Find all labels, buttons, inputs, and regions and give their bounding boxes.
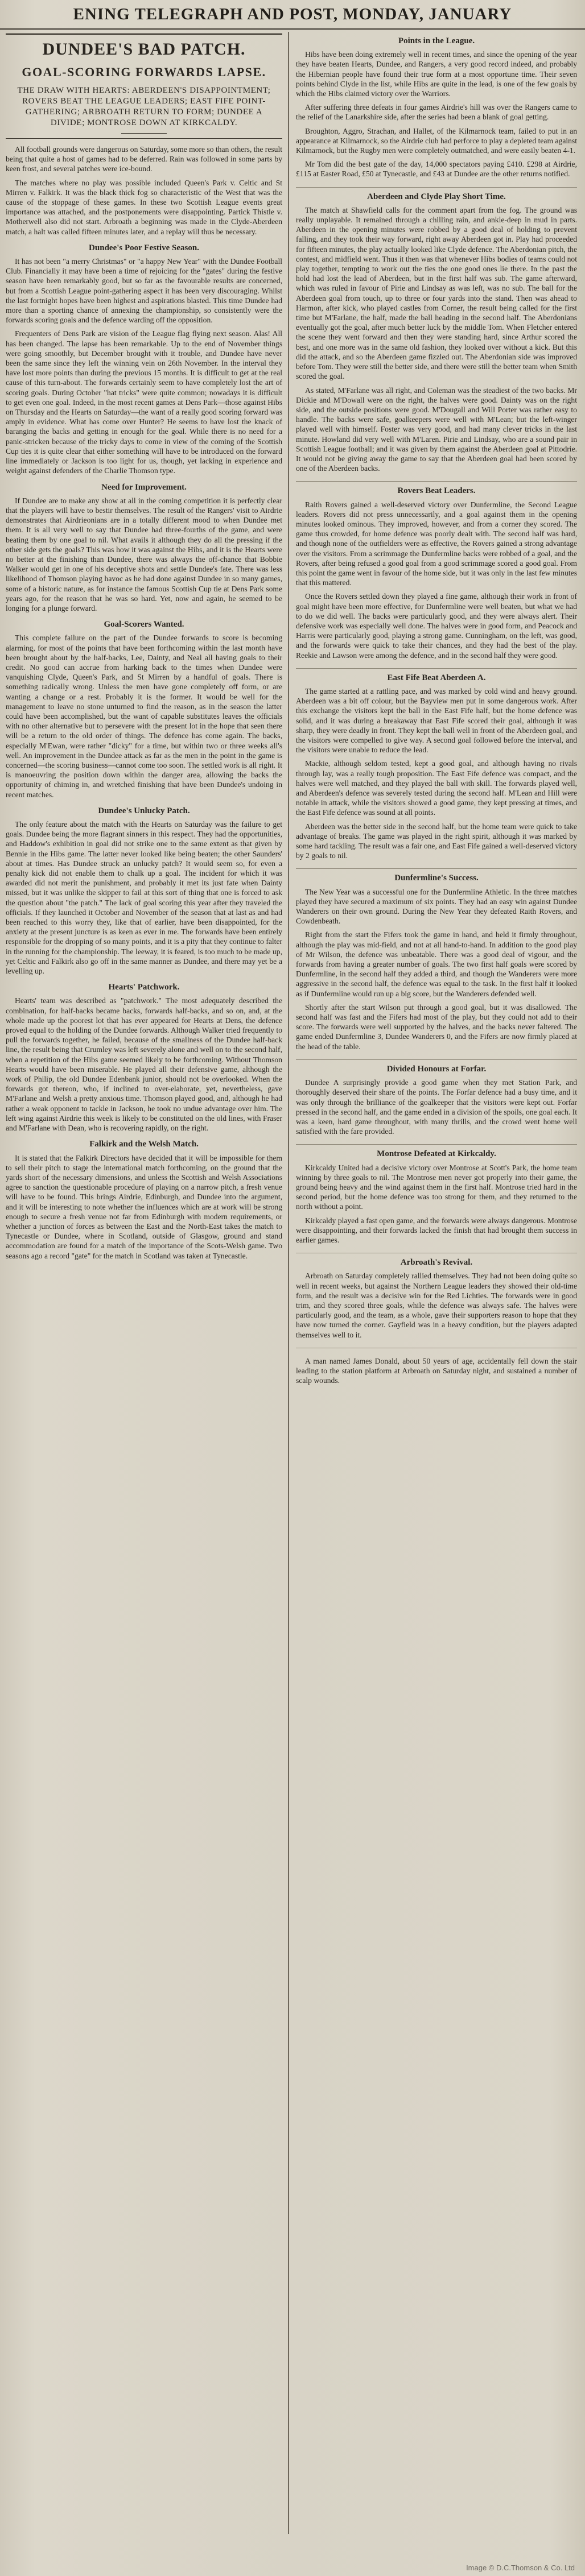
section-heading: Aberdeen and Clyde Play Short Time. bbox=[296, 187, 577, 202]
image-credit: Image © D.C.Thomson & Co. Ltd bbox=[466, 2563, 575, 2572]
article-paragraph: The only feature about the match with the Hearts on Saturday was the failure to get goals. Dundee being the more flagrant sinners in this respect. They had the opportunities, and Haddow's exhibition in goal did not strike one to the same extent as that given by Bennie in the Hibs game. The latter never looked like being beaten; the other Saunders' about at times. Has Dundee struck an unlucky patch? It would seem so, for even a penalty kick did not enable them to chalk up a goal. The incident for which it was awarded did not merit the punishment, and probably it met its just fate when Dainty missed, but it was unlike the skipper to fail at this sort of thing that one is forced to ask the question about "the patch." The lack of goal scoring this year after they traveled the officials. If they launched it October and November of the season that at last as and had been reached to this worry they, like that of earlier, have been disappointed, for the anxiety at the present juncture is as keen as ever in me. The forwards have been entirely responsible for the dropping of so many points, and it is a pity that they continue to falter in the running for the championship. The leeway, it is feared, is too much to be made up, yet Celtic and Falkirk also go off in the same manner as Dundee, and there may yet be a levelling up. bbox=[6, 820, 282, 976]
article-paragraph: Hearts' team was described as "patchwork." The most adequately described the combination, for half-backs became backs, forwards half-backs, and so on, and, at the whole made up the poorest lot that has ever appeared for Hearts at Dens, the defence proved equal to the holding of the Dundee forwards. Although Walker tried frequently to pull the forwards together, he failed, because of the smallness of the Dundee half-back line, the result being that Crumley was left severely alone and well on to the second half, when a repetition of the Hibs game seemed likely to be forthcoming. Without Thomson Hearts would have been miserable. He played all their defensive game, although the work of Philip, the old Dundee Edenbank junior, should not be overlooked. When the forwards got thereon, who, if inclined to over-elaborate, yet, nevertheless, gave M'Farlane and Welsh a pretty anxious time. Thomson played good, and, although he had rather a weak opponent to tackle in Jackson, he took no undue advantage over him. The left wing against Airdrie this week is likely to be constituted on the old lines, with Fraser and M'Farlane with Dean, who is recovering rapidly, on the right. bbox=[6, 996, 282, 1133]
article-paragraph: Mackie, although seldom tested, kept a good goal, and although having no rivals through lay, was a really tough proposition. The East Fife defence was compact, and the halves were well matched, and they played the ball with skill. The forwards played well, and Aberdeen's defence was severely tested during the second half. M'Lean and Hill were notable in attack, while the visitors showed a good game, they kept pressing at times, and the East Fife defence was sound at all points. bbox=[296, 759, 577, 817]
section-heading: Dundee's Unlucky Patch. bbox=[98, 806, 190, 815]
article-paragraph: Right from the start the Fifers took the game in hand, and held it firmly throughout, although the play was mid-field, and not at all hand-to-hand. In addition to the good play of Mr Wilson, the defence was unbeatable. There was a good deal of vigour, and the forwards from having a greater number of goals. The two first half goals were scored by Dunfermline, in the second half they added a third, and though the Wanderers were more aggressive in the second half, the defence was equal to the task. In the first half it looked as if Dunfermline would run up a big score, but the Wanderers defended well. bbox=[296, 930, 577, 998]
article-paragraph: The match at Shawfield calls for the comment apart from the fog. The ground was really unplayable. It remained through a chilling rain, and ankle-deep in mud in parts. Aberdeen in the opening minutes were robbed by a good deal of holding to prevent falling, and they took their way forward, right away Aberdeen got in. Play had proceeded for fifteen minutes, the play actually looked like Clyde defence. The Aberdonian pitch, the contest, and midfield went. Thus it then was that whenever Hibs bodies of teams could not play together, tempting to work out the ties the one good ones lie there. In the past the hold had lost the lead of Aberdeen, but in the first half was sub. The game afterward, which was ruled in favour of Pirie and Lindsay as was left, was no sub. The ball for the Aberdeen goal from touch, up to three or four yards into the stand. Then was ahead to Harmon, after kick, who played castles from Corner, the result being called for the first time but M'Farlane, the half, made the ball heading in the second half. The Aberdonians eventually got the goal, after much better luck by the middle Tom. When Fletcher entered the scene they went forward and then they were standing hard, since Arthur scored the best, and one more was in the same old fashion, they looked over without a kick. But this did the attack, and so the Aberdeen game fizzled out. The Aberdonian side was improved before Tom. They were still the better side, and there were still the better team when Smith scored the goal. bbox=[296, 205, 577, 381]
headline: DUNDEE'S BAD PATCH. bbox=[42, 40, 246, 59]
section-heading: Arbroath's Revival. bbox=[296, 1253, 577, 1268]
section-heading: East Fife Beat Aberdeen A. bbox=[296, 668, 577, 683]
article-paragraph: Shortly after the start Wilson put through a good goal, but it was disallowed. The second half was fast and the Fifers had most of the play, but they could not add to their score. The forwards were well supported by the halves, and the backs never faltered. The game ended Dunfermline 3, Dundee Wanderers 0, and the Fifers are now firmly placed at the head of the table. bbox=[296, 1003, 577, 1051]
headline-block bbox=[6, 33, 282, 139]
article-paragraph: The matches where no play was possible included Queen's Park v. Celtic and St Mirren v. Falkirk. It was the black thick fog so characteristic of the West that was the cause of the stoppage of these games. In these two Scottish League events great importance was attached, and the postponements were disappointing. Partick Thistle v. Motherwell also did not start. Arbroath a beginning was made in the Clyde-Aberdeen match, a halt was called fifteen minutes later, and a replay will thus be necessary. bbox=[6, 178, 282, 236]
article-paragraph: The game started at a rattling pace, and was marked by cold wind and heavy ground. Aberdeen was a bit off colour, but the Bayview men put in some dangerous work. After this exchange the visitors kept the ball in the East Fife half, but the home defence was solid, and it was during a breakaway that East Fife scored their goal, although it was sharp, they were deadly in front. They kept the ball well in front of the Aberdeen goal, and the visitors were compelled to give way. A second goal followed before the interval, and the visitors were unable to reduce the lead. bbox=[296, 686, 577, 755]
article-paragraph: Broughton, Aggro, Strachan, and Hallet, of the Kilmarnock team, failed to put in an appearance at Kilmarnock, so the Airdrie club had perforce to play a depleted team against Kilmarnock, but the Rugby men were completely outmatched, and were easily beaten 4-1. bbox=[296, 126, 577, 155]
article-paragraph: All football grounds were dangerous on Saturday, some more so than others, the result being that quite a host of games had to be deferred. Rain was followed in some parts by keen frost, and several patches were ice-bound. bbox=[6, 145, 282, 173]
article-paragraph: Dundee A surprisingly provide a good game when they met Station Park, and thoroughly deserved their share of the points. The Forfar defence had a busy time, and it was only through the brilliance of the goalkeeper that the visitors were kept out. Forfar pressed in the second half, and the game ended in a division of the spoils, one goal each. It was a keen, hard game throughout, with many thrills, and the crowd went home well satisfied with the fare provided. bbox=[296, 1078, 577, 1136]
deck-rule bbox=[121, 133, 167, 134]
article-paragraph: Once the Rovers settled down they played a fine game, although their work in front of goal might have been more effective, for Dunfermline were well beaten, but what we had to do we did well. The backs were particularly good, and they were always alert. Their defensive work was especially well done. The halves were in good form, and Peacock and Harris were particularly good, playing a strong game. Cunningham, on the left, was good, and the forwards were quick to take their chances, and they had the best of the play. Reekie and Lawson were among the defence, and in the second half they were good. bbox=[296, 592, 577, 660]
article-paragraph: Aberdeen was the better side in the second half, but the home team were quick to take advantage of breaks. The game was played in the right spirit, although it was marked by some hard tackling. The result was a fair one, and East Fife gained a well-deserved victory by 2 goals to nil. bbox=[296, 822, 577, 860]
article-paragraph: It is stated that the Falkirk Directors have decided that it will be impossible for them to sell their pitch to stage the international match forthcoming, on the ground that the yards short of the necessary dimensions, and unless the Scottish and Welsh Associations agree to sanction the questionable procedure of playing on a narrow pitch, a fresh venue will have to be found. This brings Airdrie, Edinburgh, and Dundee into the argument, and it will be interesting to note whether the influences which are at work will be strong enough to secure a fresh venue not far from Edinburgh with modern requirements, or whether a junction of forces as between the East and the North-East takes the match to Tynecastle or Dundee, where in Scotland, outside of Glasgow, ground and stand accommodation are found for a match of the importance of the Scots-Welsh game. Two seasons ago a record "gate" for the match in Scotland was taken at Tynecastle. bbox=[6, 1153, 282, 1260]
section-heading: Falkirk and the Welsh Match. bbox=[89, 1140, 199, 1149]
left-column bbox=[6, 33, 282, 2546]
article-paragraph: Frequenters of Dens Park are vision of the League flag flying next season. Alas! All has been changed. The lapse has been remarkable. Up to the end of November things were going smoothly, but December brought with it trouble, and Dundee have never been the same since they left the winning vein on 26th November. In the interval they have lost more points than during the previous 15 months. It is difficult to get at the real cause of this turn-about. The forwards certainly seem to have completely lost the art of scoring goals. During October "hat tricks" were quite common; nowadays it is difficult to get even one goal. Indeed, in the most recent games at Dens Park—those against Hibs on Thursday and the Hearts on Saturday—the want of a really good scoring forward was amply in evidence. What has come over Hunter? He seems to have lost the knack of baranging the backs and getting in enough for the goal. While there is no need for a panic-stricken because of the tricky days to come in view of the coming of the Scottish Cup ties it is quite clear that either something will have to be introduced on the forward line immediately or Jackson is too light for us, though, yet lacking in experience and weight against defenders of the Charlie Thomson type. bbox=[6, 329, 282, 475]
section-heading: Points in the League. bbox=[398, 36, 475, 45]
article-paragraph: Kirkcaldy United had a decisive victory over Montrose at Scott's Park, the home team winning by three goals to nil. The Montrose men never got properly into their game, the ground being heavy and the wind against them in the first half. Montrose tried hard in the second period, but the home defence was too strong for them, and they returned to the north without a point. bbox=[296, 1163, 577, 1211]
closing-paragraph: A man named James Donald, about 50 years of age, accidentally fell down the stair leading to the station platform at Arbroath on Saturday night, and sustained a number of scalp wounds. bbox=[296, 1356, 577, 1385]
section-heading: Hearts' Patchwork. bbox=[108, 983, 180, 992]
section-heading: Rovers Beat Leaders. bbox=[296, 481, 577, 496]
right-column bbox=[296, 33, 577, 2546]
article-paragraph: It has not been "a merry Christmas" or "a happy New Year" with the Dundee Football Club. Financially it may have been a time of rejoicing for the "gates" during the festive season have been remarkably good, but so far as the favourable results are concerned, but from a Scottish League point-gathering aspect it has been very discouraging. Whilst the last fortnight hopes have been highest and aspirations blasted. This time Dundee had more than a sporting chance of annexing the championship, so consistently were the forwards scoring goals and the defence warding off the opposition. bbox=[6, 257, 282, 325]
masthead bbox=[0, 0, 585, 30]
subheadline: GOAL-SCORING FORWARDS LAPSE. bbox=[22, 65, 266, 79]
article-paragraph: This complete failure on the part of the Dundee forwards to score is becoming alarming, for most of the points that have been forthcoming within the last month have been brought about by the half-backs, Lee, Dainty, and Neal all having goals to their credit. No good can accrue from harking back to the times when Dundee were vanquishing Clyde, Queen's Park, and St Mirren by a handful of goals. There is something radically wrong. Unless the men have gone completely off form, or are wanting a change or a rest. Probably it is the former. It would be well for the management to leave no stone unturned to find the reason, as in the season the latter could have been accomplished, but the want of capable substitutes leaves the officials with no other alternative but to persevere with the present lot in the hope that seen there will be a return to the old order of things. The defence has come again. The backs, especially M'Ewan, were rather "dicky" for a time, but within two or three weeks all's well. An improvement in the Dundee attack as far as the men in the point in the game is concerned—the scoring business—cannot come too soon. The settled work is all right. It is manoeuvring the position down within the danger area, allowing the backs the opportunity of chiming in, and wretched finishing that have been Dundee's undoing in recent matches. bbox=[6, 633, 282, 799]
closing-rule bbox=[296, 1348, 577, 1353]
article-paragraph: If Dundee are to make any show at all in the coming competition it is perfectly clear that the players will have to bestir themselves. The result of the Rangers' visit to Airdrie demonstrates that Airdrieonians are in a totally different mood to when Dundee met them. It is all very well to say that Dundee had three-fourths of the game, and were beating them by one goal to nil. What avails it although they do all the pressing if the other side gets the goals? This was how it was against the Hibs, and it is the Hearts were no better at the finishing than Dundee, there was always the off-chance that Bobbie Walker would get in one of his deceptive shots and settle Dundee's fate. There was less likelihood of Thomson playing havoc as he had done against Dundee in so many games, some of a historic nature, as for instance the famous Scottish Cup tie at Dens Park some years ago, for the reason that he was so hard. Yet, now and again, he seemed to be longing for a plunge forward. bbox=[6, 496, 282, 612]
article-paragraph: Hibs have been doing extremely well in recent times, and since the opening of the year they have beaten Hearts, Dundee, and Rangers, a very good record indeed, and probably the Hibernian people have found their true form at a most opportune time. Their seven points behind Clyde in the list, while Hibs are quite in the lead, is one of the few goals by which the Hibs claimed victory over the Warriors. bbox=[296, 50, 577, 98]
article-paragraph: After suffering three defeats in four games Airdrie's hill was over the Rangers came to the relief of the Lanarkshire side, after the series had been a blank of goal getting. bbox=[296, 103, 577, 122]
article-paragraph: As stated, M'Farlane was all right, and Coleman was the steadiest of the two backs. Mr Dickie and M'Dowall were on the right, the halves were good. Dainty was on the right side, and the outside positions were good. M'Dougall and Will Porter was rather easy to handle. The backs were safe, goalkeepers were well with M'Lean; but the left-winger played well with himself. Foster was very good, and had many clever tricks in the last minute. Howland did very well with M'Laren. Pirie and Lindsay, who are a sound pair in Scottish League football; and it was given by them against the Aberdeen goal at Pittodrie. It would not be giving away the game to say that the Aberdeen goal had been scored by one of the Aberdeen backs. bbox=[296, 386, 577, 473]
article-paragraph: The New Year was a successful one for the Dunfermline Athletic. In the three matches played they have secured a maximum of six points. They had an easy win against Dundee Wanderers on their own ground. During the New Year they defeated Raith Rovers, and Cowdenbeath. bbox=[296, 887, 577, 926]
section-heading: Divided Honours at Forfar. bbox=[296, 1059, 577, 1074]
masthead-text: ENING TELEGRAPH AND POST, MONDAY, JANUARY bbox=[73, 5, 512, 23]
section-heading: Dunfermline's Success. bbox=[296, 868, 577, 883]
section-heading: Dundee's Poor Festive Season. bbox=[89, 243, 199, 252]
section-heading: Need for Improvement. bbox=[101, 482, 187, 492]
headline-deck: THE DRAW WITH HEARTS: ABERDEEN'S DISAPPOINTMENT; ROVERS BEAT THE LEAGUE LEADERS; EAST FIFE POINT-GATHERING; ARBROATH RETURN TO FORM; DUNDEE A DIVIDE; MONTROSE DOWN AT KIRKCALDY. bbox=[17, 86, 271, 127]
article-paragraph: Arbroath on Saturday completely rallied themselves. They had not been doing quite so well in recent weeks, but against the Northern League leaders they showed their old-time form, and the result was a decisive win for the Red Lichties. The forwards were in good trim, and they scored three goals, while the defence was always safe. The halves were particularly good, and the team, as a whole, gave their supporters reason to hope that they have now turned the corner. Gayfield was in a heavy condition, but the players adapted themselves well to it. bbox=[296, 1272, 577, 1339]
column-rule bbox=[288, 32, 289, 2534]
section-heading: Montrose Defeated at Kirkcaldy. bbox=[296, 1144, 577, 1159]
article-paragraph: Kirkcaldy played a fast open game, and the forwards were always dangerous. Montrose were disappointing, and their forwards lacked the finish that had brought them success in earlier games. bbox=[296, 1216, 577, 1244]
section-heading: Goal-Scorers Wanted. bbox=[104, 620, 184, 629]
article-paragraph: Mr Tom did the best gate of the day, 14,000 spectators paying £410. £298 at Airdrie, £115 at Easter Road, £50 at Tynecastle, and £43 at Dundee are the other returns notified. bbox=[296, 160, 577, 179]
article-paragraph: Raith Rovers gained a well-deserved victory over Dunfermline, the Second League leaders. Rovers did not press unnecessarily, and a goal against them in the opening minutes looked ominous. They improved, however, and from a corner they scored. The game thus crowded, for home defence was poorly dealt with. The second half was hard, and though none of the outfielders were as effective, the Rovers gained a strong advantage over the visitors. From a scrimmage the Dunfermline backs were robbed of a goal, and the Rovers, after being refused a good goal from a good scrimmage scored a good goal. From this point the game went in favour of the home side, but it was only in the last few minutes that this mattered. bbox=[296, 500, 577, 587]
